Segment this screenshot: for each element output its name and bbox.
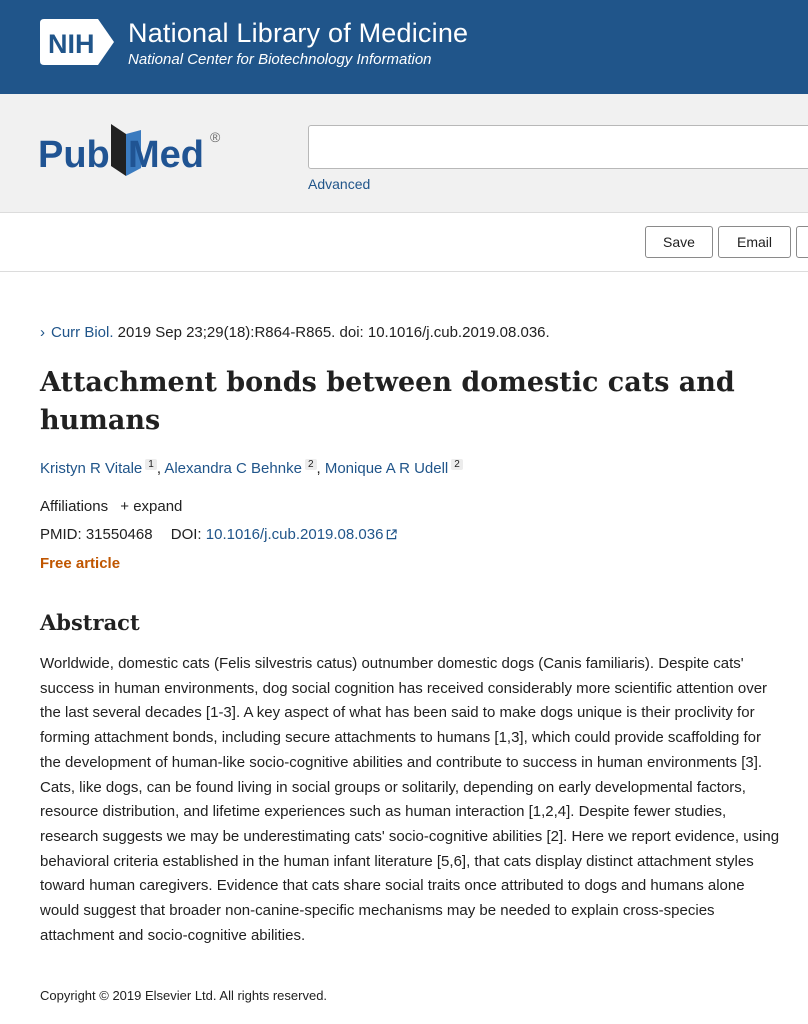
affiliation-ref[interactable]: 1 [145, 459, 157, 470]
copyright-notice: Copyright © 2019 Elsevier Ltd. All rights reserved. [40, 988, 328, 1003]
author-link[interactable]: Monique A R Udell [324, 460, 449, 477]
free-article-badge: Free article [40, 555, 121, 572]
author-separator: , [156, 460, 161, 477]
chevron-right-icon[interactable]: › [40, 324, 45, 341]
affiliations-label: Affiliations [40, 498, 109, 515]
email-button[interactable]: Email [718, 226, 791, 258]
more-actions-button[interactable] [796, 226, 808, 258]
authors-list [40, 459, 463, 477]
nih-subtitle: National Center for Biotechnology Information [128, 51, 432, 68]
doi-link[interactable]: 10.1016/j.cub.2019.08.036 [205, 526, 384, 543]
affiliation-ref[interactable]: 2 [451, 459, 463, 470]
article-title: Attachment bonds between domestic cats and humans [40, 367, 735, 436]
nih-header [0, 0, 808, 94]
affiliations-row [40, 498, 182, 515]
doi-label: DOI: [170, 526, 202, 543]
save-button[interactable]: Save [645, 226, 713, 258]
search-input[interactable] [308, 125, 808, 169]
pubmed-registered-mark: ® [210, 129, 221, 145]
citation-details: 2019 Sep 23;29(18):R864-R865. doi: 10.1016/j.cub.2019.08.036. [113, 324, 550, 341]
author-separator: , [316, 460, 321, 477]
nih-title[interactable]: National Library of Medicine [128, 18, 469, 48]
external-link-icon [386, 529, 397, 540]
author-link[interactable]: Kristyn R Vitale [40, 460, 143, 477]
expand-affiliations-button[interactable]: + expand [120, 498, 183, 515]
pubmed-logo[interactable] [38, 118, 238, 188]
pubmed-logo-pub: Pub [38, 134, 110, 176]
nih-logo[interactable] [40, 17, 118, 67]
author-link[interactable]: Alexandra C Behnke [164, 460, 302, 477]
journal-link[interactable]: Curr Biol. [51, 324, 114, 341]
affiliation-ref[interactable]: 2 [305, 459, 317, 470]
abstract-heading: Abstract [40, 610, 140, 635]
citation-line [40, 324, 550, 341]
abstract-text: Worldwide, domestic cats (Felis silvestris catus) outnumber domestic dogs (Canis familiaris). Despite cats' success in human environments, dog social cognition has received considerably more scientific attention over the last several decades [1-3]. A key aspect of what has been said to make dogs unique is their proclivity for forming attachment bonds, including secure attachments to humans [1,3], which could provide scaffolding for the development of human-like socio-cognitive abilities and contribute to success in human environments [3]. Cats, like dogs, can be found living in social groups or solitarily, depending on early developmental factors, resource distribution, and lifetime experiences such as human interaction [1,2,4]. Despite fewer studies, research suggests we may be underestimating cats' socio-cognitive abilities [2]. Here we report evidence, using behavioral criteria established in the human infant literature [5,6], that cats display distinct attachment styles toward human caregivers. Evidence that cats share social traits once attributed to dogs and humans alone would suggest that broader non-canine-specific mechanisms may be needed to explain cross-species attachment and socio-cognitive abilities. [40, 655, 780, 944]
identifiers-row [40, 526, 397, 543]
pubmed-logo-med: Med [128, 134, 204, 176]
nih-logo-text: NIH [48, 29, 95, 59]
advanced-search-link[interactable]: Advanced [308, 176, 371, 192]
pmid: PMID: 31550468 [40, 526, 153, 543]
